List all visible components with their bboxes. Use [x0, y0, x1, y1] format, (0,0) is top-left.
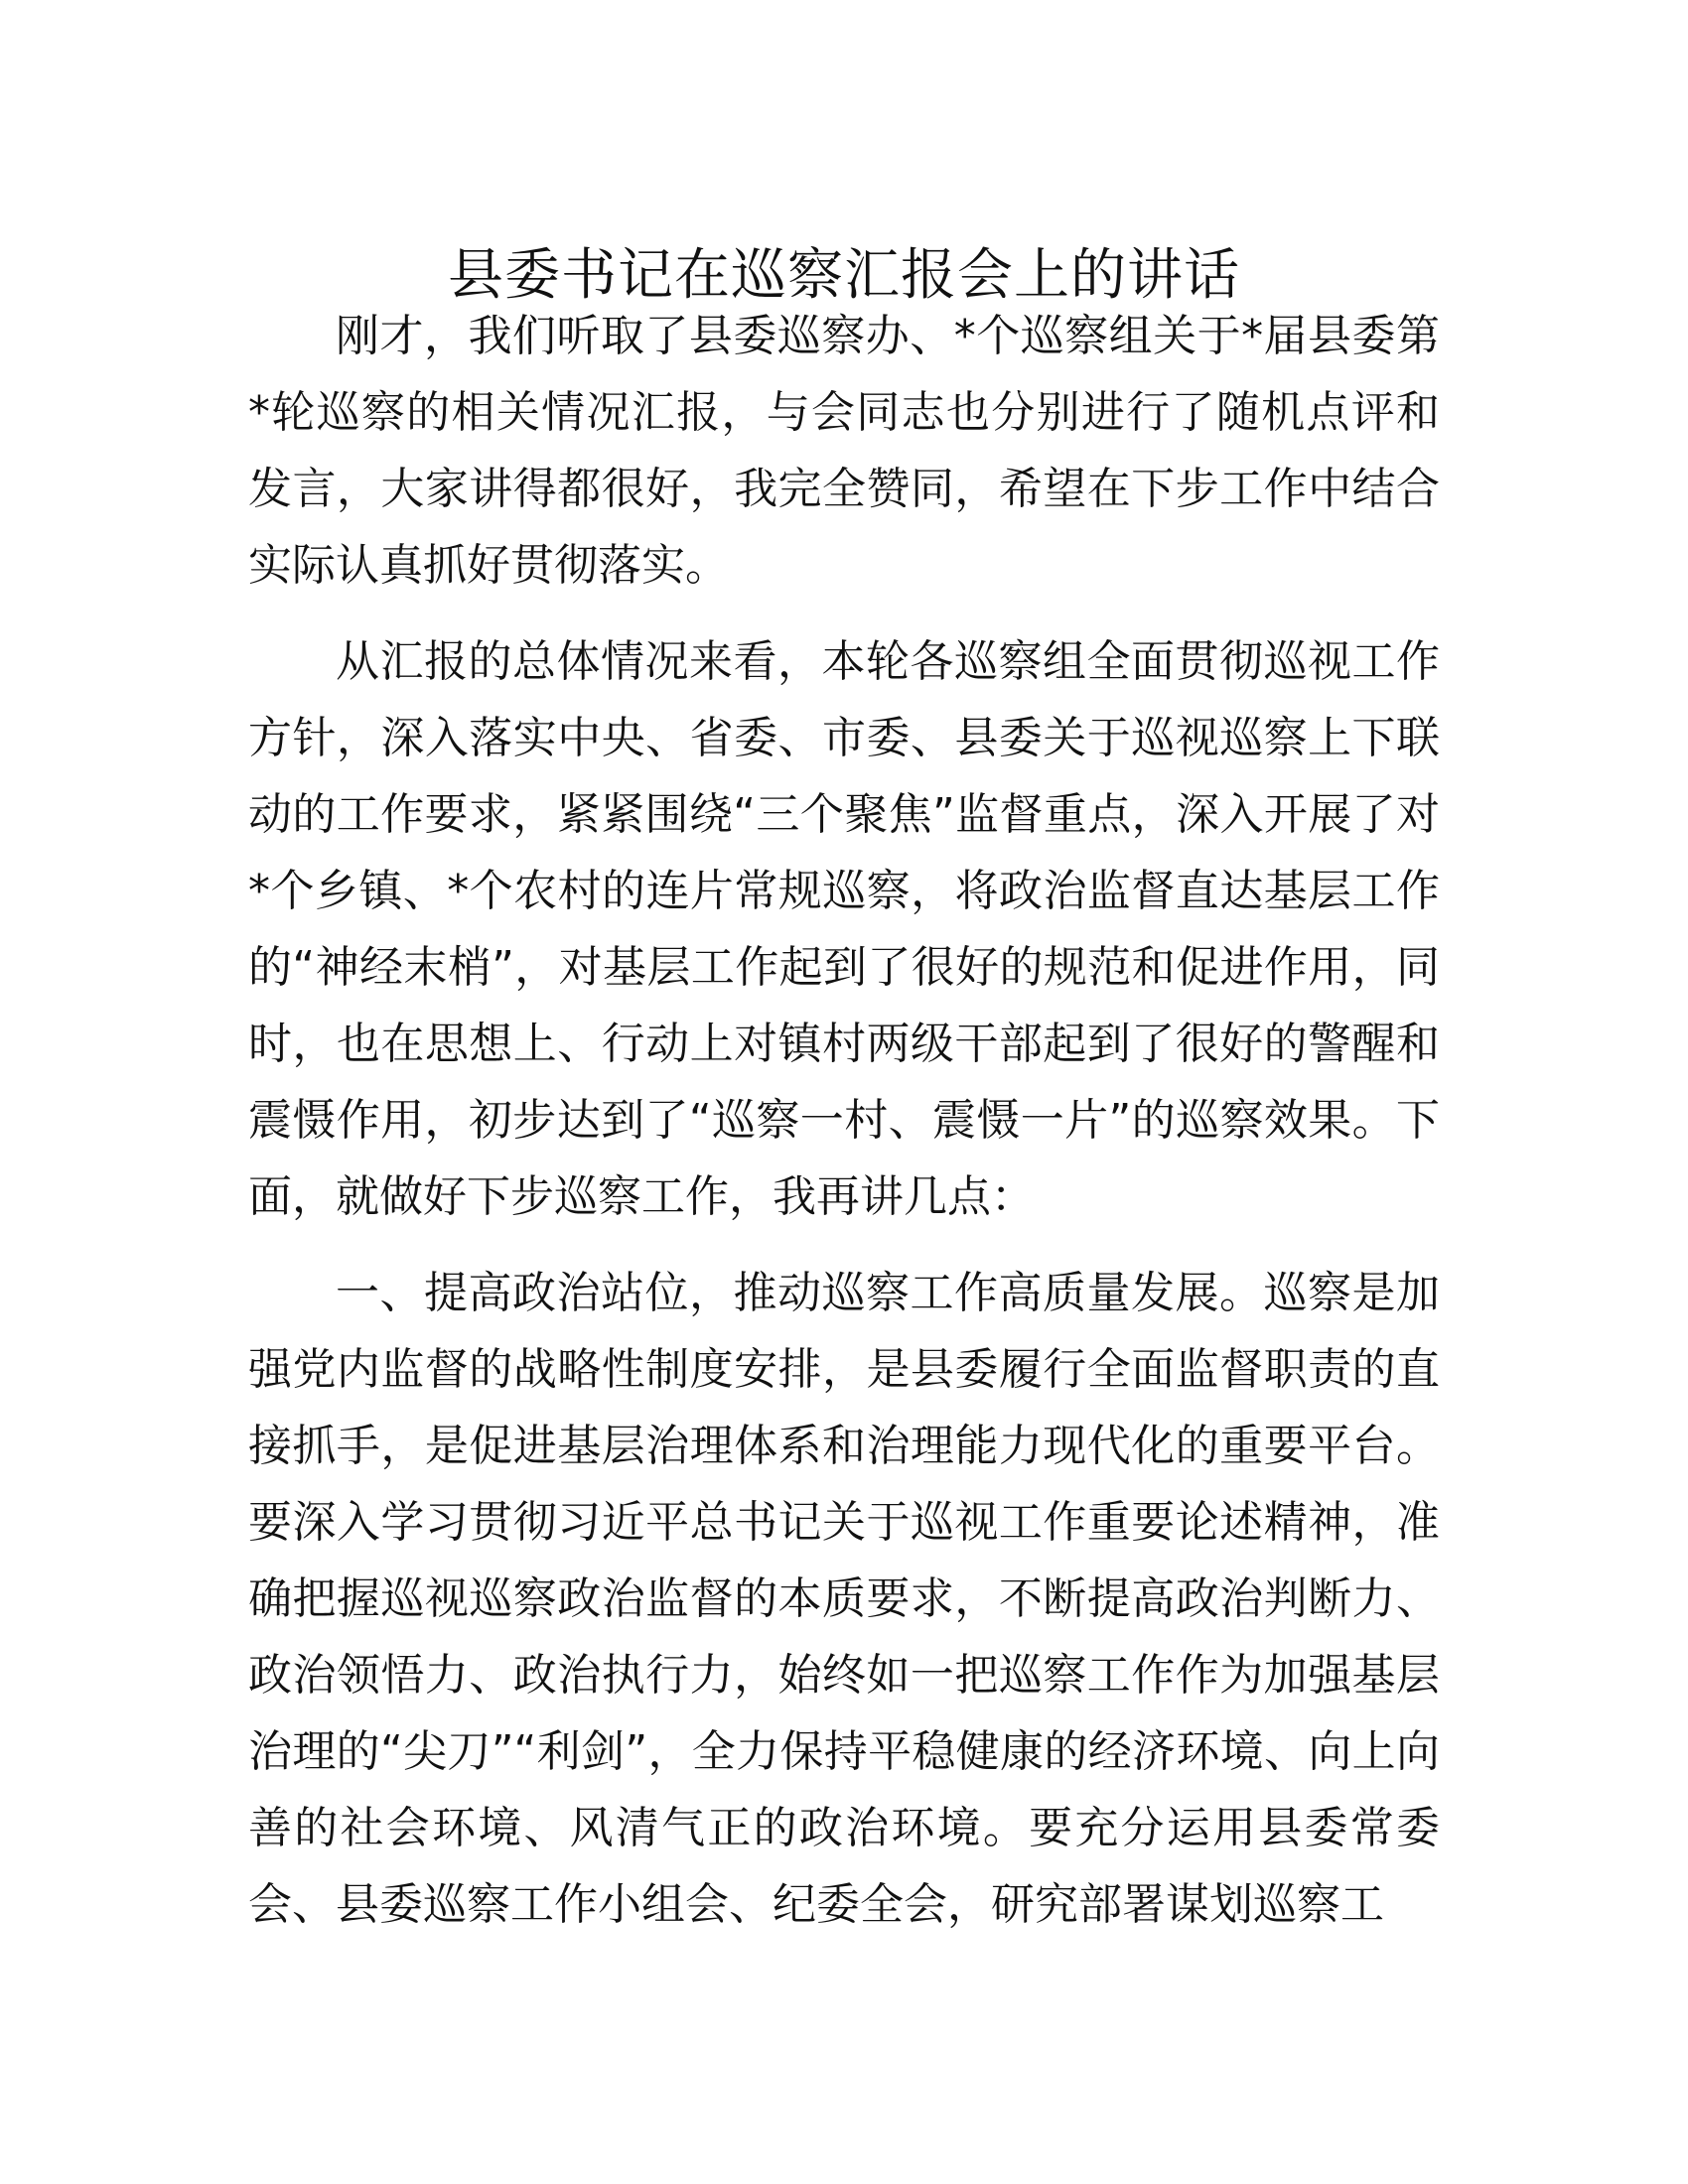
paragraph-point-one: 一、提高政治站位，推动巡察工作高质量发展。巡察是加强党内监督的战略性制度安排，是县委履行全面监督职责的直接抓手，是促进基层治理体系和治理能力现代化的重要平台。要深入学习贯彻习近平总书记关于巡视工作重要论述精神，准确把握巡视巡察政治监督的本质要求，不断提高政治判断力、政治领悟力、政治执行力，始终如一把巡察工作作为加强基层治理的“尖刀”“利剑”，全力保持平稳健康的经济环境、向上向善的社会环境、风清气正的政治环境。要充分运用县委常委会、县委巡察工作小组会、纪委全会，研究部署谋划巡察工 — [248, 1268, 1440, 1930]
paragraph-overview: 从汇报的总体情况来看，本轮各巡察组全面贯彻巡视工作方针，深入落实中央、省委、市委、县委关于巡视巡察上下联动的工作要求，紧紧围绕“三个聚焦”监督重点，深入开展了对*个乡镇、*个农村的连片常规巡察，将政治监督直达基层工作的“神经末梢”，对基层工作起到了很好的规范和促进作用，同时，也在思想上、行动上对镇村两级干部起到了很好的警醒和震慑作用，初步达到了“巡察一村、震慑一片”的巡察效果。下面，就做好下步巡察工作，我再讲几点： — [248, 636, 1440, 1222]
paragraph-opening: 刚才，我们听取了县委巡察办、*个巡察组关于*届县委第*轮巡察的相关情况汇报，与会同志也分别进行了随机点评和发言，大家讲得都很好，我完全赞同，希望在下步工作中结合实际认真抓好贯彻落实。 — [248, 311, 1440, 591]
document-body — [248, 298, 1440, 1963]
document-title: 县委书记在巡察汇报会上的讲话 — [448, 242, 1240, 308]
